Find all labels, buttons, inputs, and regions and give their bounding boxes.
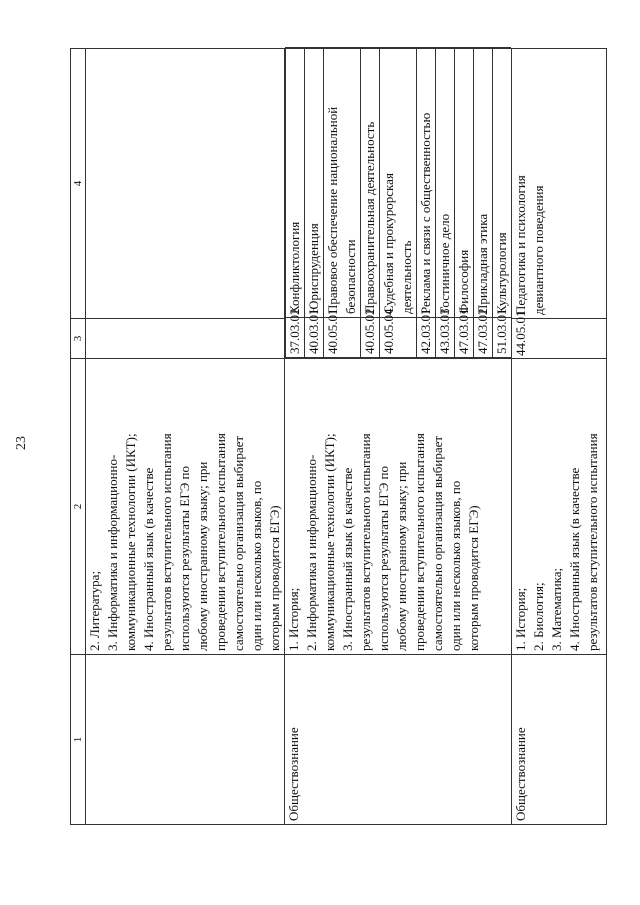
program-code: 40.05.01 <box>324 318 361 358</box>
exam-line: любому иностранному языку; при <box>195 461 210 651</box>
exam-line: коммуникационные технологии (ИКТ); <box>322 433 337 651</box>
program-name <box>417 48 436 318</box>
program-code: 43.03.03 <box>436 318 455 358</box>
exams-cell <box>86 359 285 655</box>
program-name <box>361 48 380 318</box>
program-name <box>436 48 455 318</box>
exam-line: 1. История; <box>513 587 528 651</box>
program-row <box>286 48 305 358</box>
program-list <box>285 47 511 358</box>
exams-cell <box>285 359 512 655</box>
program-list-cell <box>285 49 512 359</box>
program-row <box>361 48 380 358</box>
exam-line: 1. История; <box>286 587 301 651</box>
program-code: 51.03.01 <box>493 318 512 358</box>
exam-line: один или несколько языков, по <box>448 480 463 651</box>
program-code: 40.05.02 <box>361 318 380 358</box>
exam-line: коммуникационные технологии (ИКТ); <box>123 433 138 651</box>
program-name-line: Культурология <box>494 232 509 314</box>
header-col-3: 3 <box>71 319 86 359</box>
exam-line: используются результаты ЕГЭ по <box>177 466 192 651</box>
program-name <box>493 48 512 318</box>
exam-line: результатов вступительного испытания <box>159 433 174 651</box>
table-header-row <box>71 49 86 825</box>
table-row <box>285 49 512 825</box>
header-col-2: 2 <box>71 359 86 655</box>
program-name-line: Судебная и прокурорская <box>381 173 396 314</box>
program-row <box>474 48 493 358</box>
program-name-line: Юриспруденция <box>306 223 321 314</box>
direction-cell <box>512 49 607 319</box>
program-name <box>380 48 417 318</box>
program-name-line: Правоохранительная деятельность <box>362 121 377 314</box>
exams-cell <box>512 359 607 655</box>
exam-line: 4. Иностранный язык (в качестве <box>567 467 582 651</box>
program-row <box>417 48 436 358</box>
subject-cell: Обществознание <box>512 655 607 825</box>
program-name <box>324 48 361 318</box>
subject-cell: Обществознание <box>285 655 512 825</box>
exam-line: которым проводится ЕГЭ) <box>466 505 481 651</box>
exam-line: любому иностранному языку; при <box>394 461 409 651</box>
program-name-line: девиантного поведения <box>531 185 546 315</box>
program-row <box>493 48 512 358</box>
code-cell: 44.05.01 <box>512 319 607 359</box>
program-name-line: Прикладная этика <box>475 213 490 314</box>
exam-line: результатов вступительного испытания <box>358 433 373 651</box>
program-name-line: Реклама и связи с общественностью <box>418 112 433 314</box>
exam-line: проведении вступительного испытания <box>412 433 427 651</box>
program-name-line: Педагогика и психология <box>513 175 528 315</box>
header-col-1: 1 <box>71 655 86 825</box>
program-name <box>305 48 324 318</box>
header-col-4: 4 <box>71 49 86 319</box>
program-name-line: Правовое обеспечение национальной <box>325 106 340 314</box>
exam-line: 2. Информатика и информационно- <box>304 454 319 651</box>
exam-line: 3. Информатика и информационно- <box>105 454 120 651</box>
subject-cell <box>86 655 285 825</box>
program-code: 40.05.04 <box>380 318 417 358</box>
exam-line: один или несколько языков, по <box>249 480 264 651</box>
program-code: 47.03.01 <box>455 318 474 358</box>
program-name-line: Конфликтология <box>287 221 302 314</box>
program-row <box>455 48 474 358</box>
exam-line: 2. Биология; <box>531 582 546 651</box>
program-code: 37.03.02 <box>286 318 305 358</box>
program-name-line: безопасности <box>343 239 358 314</box>
admission-table <box>70 48 607 825</box>
program-row <box>380 48 417 358</box>
exam-line: проведении вступительного испытания <box>213 433 228 651</box>
program-code: 40.03.01 <box>305 318 324 358</box>
program-name <box>474 48 493 318</box>
program-code: 42.03.01 <box>417 318 436 358</box>
program-name <box>286 48 305 318</box>
exam-line: самостоятельно организация выбирает <box>231 435 246 651</box>
program-row <box>324 48 361 358</box>
exam-line: 3. Иностранный язык (в качестве <box>340 467 355 651</box>
program-name <box>455 48 474 318</box>
program-name-line: деятельность <box>399 240 414 314</box>
program-name-line: Философия <box>456 249 471 314</box>
code-cell <box>86 319 285 359</box>
exam-line: которым проводится ЕГЭ) <box>267 505 282 651</box>
exam-line: используются результаты ЕГЭ по <box>376 466 391 651</box>
direction-cell <box>86 49 285 319</box>
rotated-table-container <box>70 49 607 825</box>
exam-line: 4. Иностранный язык (в качестве <box>141 467 156 651</box>
table-row <box>86 49 285 825</box>
program-row <box>436 48 455 358</box>
program-row <box>305 48 324 358</box>
program-name-line: Гостиничное дело <box>437 213 452 314</box>
exam-line: результатов вступительного испытания <box>585 433 600 651</box>
exam-line: 3. Математика; <box>549 567 564 651</box>
exam-line: 2. Литература; <box>87 570 102 651</box>
exam-line: самостоятельно организация выбирает <box>430 435 445 651</box>
table-row <box>512 49 607 825</box>
program-code: 47.03.02 <box>474 318 493 358</box>
page-number: 23 <box>14 436 29 450</box>
